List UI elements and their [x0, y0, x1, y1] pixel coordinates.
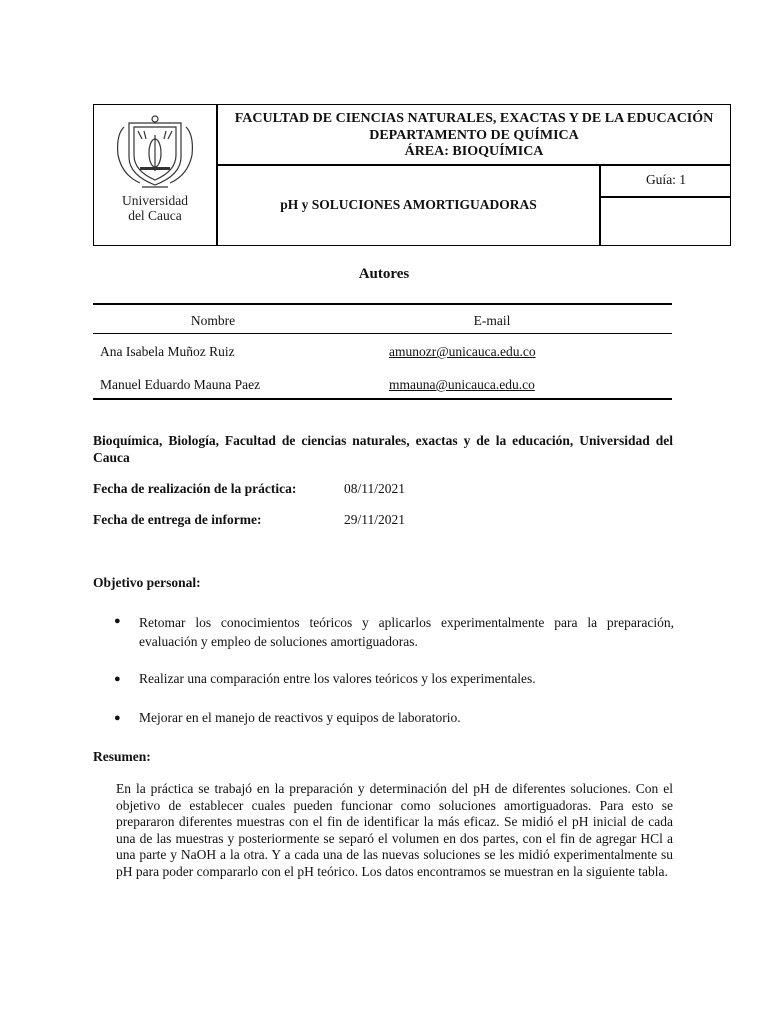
logo-line: del Cauca [128, 208, 182, 223]
summary-text: En la práctica se trabajó en la preparación y determinación del pH de diferentes soluciones. Con el objetivo de establecer cuales pueden funcionar como soluciones amortiguadoras. Para esto se prepararon diferentes muestras con el fin de identificar la más eficaz. Se midió el pH inicial de cada una de las muestras y posteriormente se separó el volumen en dos partes, con el fin de agregar HCl a una parte y NaOH a la otra. Y a cada una de las nuevas soluciones se les midió experimentalmente su pH para poder compararlo con el pH teórico. Los datos encontramos se muestran en la siguiente tabla. [116, 781, 673, 879]
author-name: Ana Isabela Muñoz Ruiz [100, 344, 235, 359]
guide-number: Guía: 1 [645, 172, 687, 187]
column-header-name: Nombre [190, 313, 236, 328]
logo-line: Universidad [122, 193, 188, 208]
column-header-email: E-mail [473, 313, 511, 328]
department-name: DEPARTAMENTO DE QUÍMICA [369, 127, 579, 143]
bullet-icon: ● [114, 615, 121, 627]
table-top-rule [93, 303, 672, 305]
area-name: ÁREA: BIOQUÍMICA [404, 144, 544, 159]
author-name: Manuel Eduardo Mauna Paez [100, 377, 261, 392]
bullet-icon: ● [114, 673, 121, 685]
author-email-link[interactable]: amunozr@unicauca.edu.co [389, 344, 536, 359]
table-header-rule [93, 333, 672, 334]
practice-date-value: 08/11/2021 [344, 481, 406, 496]
document-header [93, 104, 731, 246]
authors-title: Autores [358, 266, 410, 282]
practice-date-label: Fecha de realización de la práctica: [93, 481, 297, 496]
header-title-block [218, 111, 730, 161]
header-divider [216, 164, 730, 166]
guide-subject: pH y SOLUCIONES AMORTIGUADORAS [280, 197, 537, 212]
objective-item: Realizar una comparación entre los valores teóricos y los experimentales. [139, 671, 536, 686]
summary-title: Resumen: [93, 749, 151, 764]
table-bottom-rule [93, 398, 672, 400]
faculty-name: FACULTAD DE CIENCIAS NATURALES, EXACTAS Y DE LA EDUCACIÓN [234, 111, 714, 126]
delivery-date-label: Fecha de entrega de informe: [93, 512, 262, 527]
objective-item: Mejorar en el manejo de reactivos y equipos de laboratorio. [139, 710, 461, 725]
objective-title: Objetivo personal: [93, 575, 201, 590]
bullet-icon: ● [114, 712, 121, 724]
delivery-date-value: 29/11/2021 [344, 512, 406, 527]
author-email-link[interactable]: mmauna@unicauca.edu.co [389, 377, 535, 392]
affiliation: Bioquímica, Biología, Facultad de ciencias naturales, exactas y de la educación, Universidad del Cauca [93, 433, 673, 465]
university-seal-icon [94, 105, 216, 193]
objective-item: Retomar los conocimientos teóricos y aplicarlos experimentalmente para la preparación, evaluación y empleo de soluciones amortiguadoras. [139, 615, 674, 649]
header-divider [599, 196, 730, 198]
university-logo [94, 105, 216, 244]
